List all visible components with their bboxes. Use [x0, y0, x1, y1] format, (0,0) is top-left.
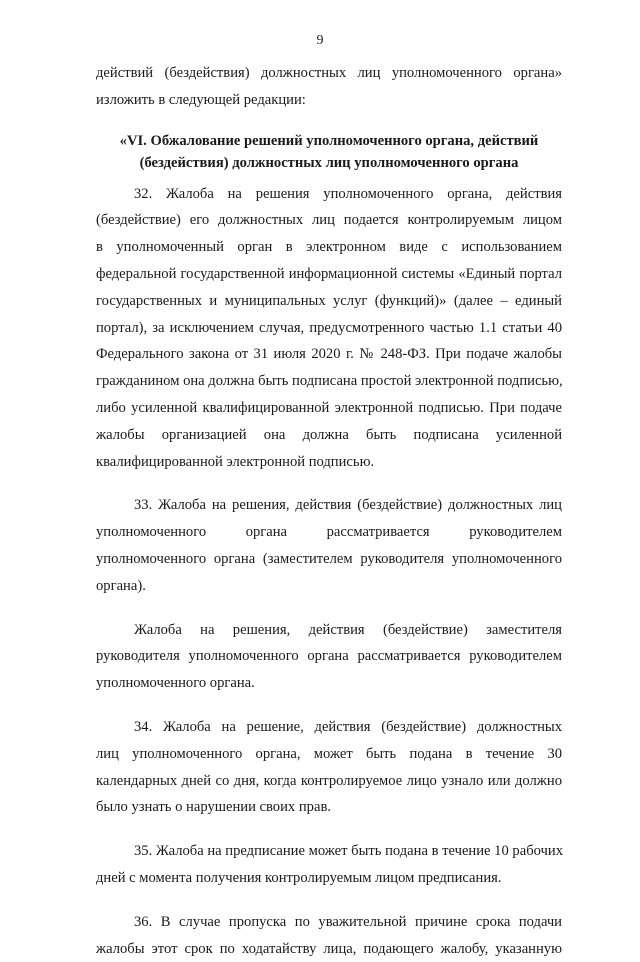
paragraph-line: портал), за исключением случая, предусмотренного частью 1.1 статьи 40 [96, 319, 562, 336]
paragraph-line: лиц уполномоченного органа, может быть подана в течение 30 [96, 745, 562, 762]
section-heading-line: «VI. Обжалование решений уполномоченного органа, действий [119, 132, 539, 149]
paragraph-line: органа). [96, 577, 146, 594]
paragraph-line: (бездействие) его должностных лиц подается контролируемым лицом [96, 212, 562, 229]
paragraph-line: Жалоба на решения, действия (бездействие) заместителя [134, 621, 562, 638]
paragraph [96, 617, 562, 697]
paragraph-line: уполномоченного органа рассматривается руководителем [96, 524, 562, 541]
intro-line: действий (бездействия) должностных лиц уполномоченного органа» [96, 65, 562, 81]
paragraph-line: 36. В случае пропуска по уважительной причине срока подачи [134, 913, 562, 930]
paragraph [96, 181, 562, 476]
intro-text [96, 60, 562, 114]
paragraph [96, 714, 562, 821]
paragraph [96, 909, 562, 962]
paragraph-line: Федерального закона от 31 июля 2020 г. № 248-ФЗ. При подаче жалобы [96, 346, 562, 363]
paragraph-line: либо усиленной квалифицированной электронной подписью. При подаче [96, 399, 562, 416]
paragraph-list [96, 181, 562, 962]
page-number: 9 [316, 33, 324, 48]
paragraph-line: жалобы организацией она должна быть подписана усиленной [96, 426, 562, 443]
intro-line: изложить в следующей редакции: [96, 91, 306, 108]
paragraph-line: календарных дней со дня, когда контролируемое лицо узнало или должно [96, 772, 562, 789]
paragraph-line: 32. Жалоба на решения уполномоченного органа, действия [134, 185, 562, 202]
paragraph-line: уполномоченного органа. [96, 675, 255, 692]
section-heading-line: (бездействия) должностных лиц уполномоченного органа [139, 154, 519, 171]
paragraph [96, 492, 562, 599]
paragraph-line: 33. Жалоба на решения, действия (бездействие) должностных лиц [134, 497, 562, 514]
paragraph-line: государственных и муниципальных услуг (функций)» (далее – единый [96, 292, 562, 309]
paragraph-line: в уполномоченный орган в электронном виде с использованием [96, 239, 562, 256]
section-heading [96, 130, 562, 174]
document-body [96, 60, 562, 962]
paragraph-line: гражданином она должна быть подписана простой электронной подписью, [96, 373, 563, 390]
paragraph-line: федеральной государственной информационной системы «Единый портал [96, 265, 562, 282]
paragraph-line: 34. Жалоба на решение, действия (бездействие) должностных [134, 718, 562, 735]
paragraph-line: дней с момента получения контролируемым лицом предписания. [96, 869, 502, 886]
paragraph-line: было узнать о нарушении своих прав. [96, 799, 331, 816]
paragraph-line: 35. Жалоба на предписание может быть подана в течение 10 рабочих [134, 843, 563, 860]
paragraph-line: уполномоченного органа (заместителем руководителя уполномоченного [96, 550, 562, 567]
paragraph-line: руководителя уполномоченного органа рассматривается руководителем [96, 648, 562, 665]
paragraph [96, 838, 562, 892]
paragraph-line: жалобы этот срок по ходатайству лица, подающего жалобу, указанную [96, 940, 562, 957]
paragraph-line: квалифицированной электронной подписью. [96, 453, 375, 470]
